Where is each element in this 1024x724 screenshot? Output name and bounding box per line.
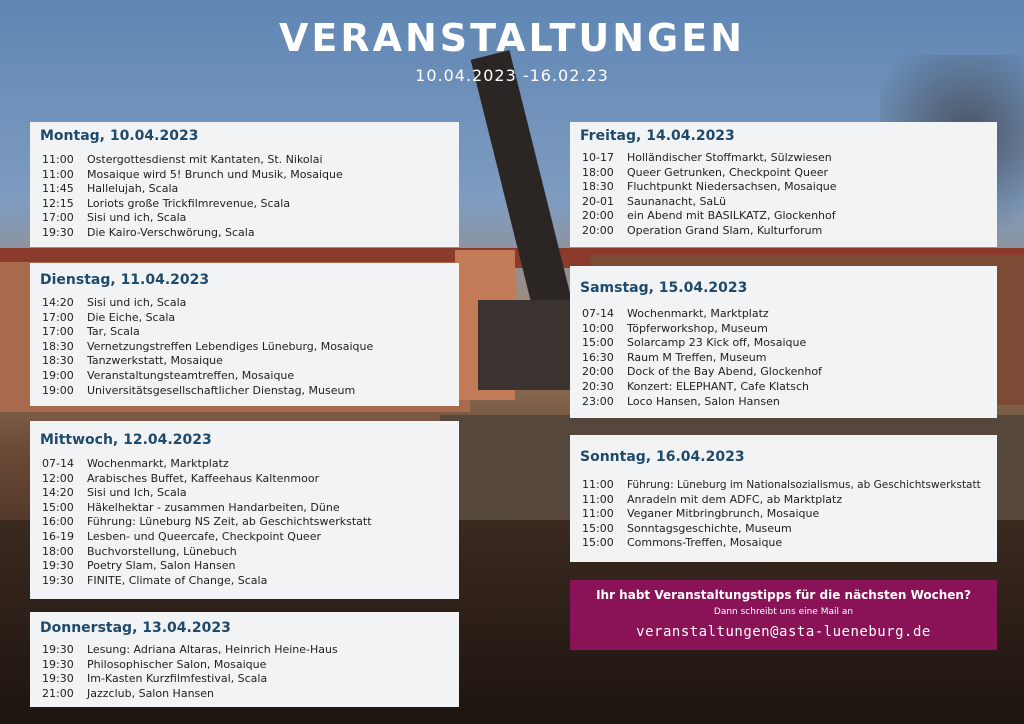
event-time: 07-14: [582, 307, 614, 320]
event-time: 18:00: [42, 544, 74, 558]
event-row: [582, 322, 822, 337]
promo-question: Ihr habt Veranstaltungstipps für die nächsten Wochen?: [596, 588, 971, 602]
event-row: [42, 501, 372, 516]
event-time: 17:00: [42, 310, 74, 324]
event-row: [42, 311, 373, 326]
event-time: 19:00: [42, 383, 74, 397]
event-row: [582, 478, 981, 493]
event-title: Sonntagsgeschichte, Museum: [627, 521, 792, 535]
event-title: ein Abend mit BASILKATZ, Glockenhof: [627, 209, 836, 223]
event-title: Töpferworkshop, Museum: [627, 321, 768, 335]
event-title: Hallelujah, Scala: [87, 182, 179, 196]
event-time: 18:30: [42, 354, 74, 368]
event-row: [582, 151, 837, 166]
event-row: [42, 658, 338, 673]
day-heading: Mittwoch, 12.04.2023: [40, 432, 212, 448]
event-time: 20:30: [582, 379, 614, 393]
event-time: 21:00: [42, 686, 74, 700]
event-row: [582, 224, 837, 239]
event-row: [42, 672, 338, 687]
event-row: [42, 515, 372, 530]
day-card-thursday: [30, 612, 459, 707]
event-time: 14:20: [42, 486, 74, 500]
event-time: 16-19: [42, 529, 74, 543]
event-row: [42, 325, 373, 340]
background-crane-house: [478, 300, 578, 390]
event-row: [42, 559, 372, 574]
event-title: Veranstaltungsteamtreffen, Mosaique: [87, 368, 295, 382]
event-time: 19:30: [42, 657, 74, 671]
day-heading: Samstag, 15.04.2023: [580, 280, 748, 296]
day-heading: Sonntag, 16.04.2023: [580, 449, 745, 465]
event-time: 20-01: [582, 194, 614, 208]
event-row: [42, 486, 372, 501]
event-list: [582, 151, 837, 239]
day-card-monday: [30, 122, 459, 247]
event-row: [582, 209, 837, 224]
event-time: 16:00: [42, 515, 74, 529]
event-time: 11:00: [582, 492, 614, 506]
day-heading: Freitag, 14.04.2023: [580, 128, 735, 144]
event-time: 11:00: [42, 167, 74, 181]
event-time: 11:00: [582, 478, 614, 491]
event-time: 15:00: [582, 521, 614, 535]
event-title: Mosaique wird 5! Brunch und Musik, Mosaique: [87, 167, 343, 181]
event-time: 17:00: [42, 325, 74, 339]
event-time: 18:00: [582, 165, 614, 179]
event-title: Führung: Lüneburg im Nationalsozialismus, ab Geschichtswerkstatt: [627, 479, 981, 491]
event-row: [42, 168, 343, 183]
event-row: [42, 457, 372, 472]
event-title: Vernetzungstreffen Lebendiges Lüneburg, Mosaique: [87, 339, 374, 353]
event-title: Tar, Scala: [87, 325, 140, 339]
day-heading: Montag, 10.04.2023: [40, 128, 199, 144]
event-title: Lesben- und Queercafe, Checkpoint Queer: [87, 529, 321, 543]
event-list: [42, 643, 338, 701]
event-time: 17:00: [42, 211, 74, 225]
event-title: Raum M Treffen, Museum: [627, 350, 767, 364]
event-list: [42, 153, 343, 241]
promo-subline: Dann schreibt uns eine Mail an: [713, 607, 854, 617]
event-title: Häkelhektar - zusammen Handarbeiten, Düne: [87, 500, 340, 514]
submit-tips-box: [570, 580, 997, 650]
event-row: [582, 507, 981, 522]
event-row: [582, 395, 822, 410]
event-row: [582, 351, 822, 366]
event-title: Arabisches Buffet, Kaffeehaus Kaltenmoor: [87, 471, 320, 485]
event-row: [582, 365, 822, 380]
event-time: 18:30: [582, 180, 614, 194]
event-row: [42, 384, 373, 399]
event-title: Sisi und ich, Scala: [87, 211, 187, 225]
event-time: 10-17: [582, 151, 614, 164]
event-title: Philosophischer Salon, Mosaique: [87, 657, 267, 671]
event-title: Saunanacht, SaLü: [627, 194, 727, 208]
event-time: 15:00: [42, 500, 74, 514]
event-time: 19:30: [42, 643, 74, 656]
event-row: [582, 522, 981, 537]
event-title: Tanzwerkstatt, Mosaique: [87, 354, 223, 368]
event-title: Loco Hansen, Salon Hansen: [627, 394, 780, 408]
event-title: Universitätsgesellschaftlicher Dienstag, Museum: [87, 383, 356, 397]
event-title: Ostergottesdienst mit Kantaten, St. Nikolai: [87, 153, 323, 166]
page-title: VERANSTALTUNGEN: [278, 16, 746, 60]
event-time: 12:00: [42, 471, 74, 485]
event-title: Wochenmarkt, Marktplatz: [87, 457, 229, 470]
event-row: [42, 687, 338, 702]
event-time: 16:30: [582, 350, 614, 364]
event-title: Sisi und ich, Scala: [87, 296, 187, 309]
event-row: [582, 195, 837, 210]
event-row: [42, 296, 373, 311]
event-title: Konzert: ELEPHANT, Cafe Klatsch: [627, 379, 809, 393]
event-title: Veganer Mitbringbrunch, Mosaique: [627, 507, 820, 521]
event-title: Holländischer Stoffmarkt, Sülzwiesen: [627, 151, 832, 164]
event-row: [582, 336, 822, 351]
event-row: [42, 545, 372, 560]
event-title: FINITE, Climate of Change, Scala: [87, 573, 268, 587]
event-time: 07-14: [42, 457, 74, 470]
event-title: Jazzclub, Salon Hansen: [87, 686, 215, 700]
event-title: Solarcamp 23 Kick off, Mosaique: [627, 336, 807, 350]
event-title: Dock of the Bay Abend, Glockenhof: [627, 365, 822, 379]
event-row: [42, 530, 372, 545]
event-time: 11:45: [42, 182, 74, 196]
event-time: 20:00: [582, 209, 614, 223]
event-title: Queer Getrunken, Checkpoint Queer: [627, 165, 829, 179]
event-list: [582, 478, 981, 551]
date-range: 10.04.2023 -16.02.23: [415, 66, 609, 85]
event-time: 19:30: [42, 225, 74, 239]
event-row: [42, 472, 372, 487]
day-card-sunday: [570, 435, 997, 562]
event-row: [42, 153, 343, 168]
event-title: Fluchtpunkt Niedersachsen, Mosaique: [627, 180, 837, 194]
event-time: 19:30: [42, 559, 74, 573]
day-card-tuesday: [30, 263, 459, 406]
event-title: Buchvorstellung, Lünebuch: [87, 544, 237, 558]
event-list: [42, 457, 372, 588]
event-title: Die Eiche, Scala: [87, 310, 176, 324]
event-title: Operation Grand Slam, Kulturforum: [627, 223, 823, 237]
event-title: Anradeln mit dem ADFC, ab Marktplatz: [627, 492, 843, 506]
contact-email-link[interactable]: veranstaltungen@asta-lueneburg.de: [636, 624, 931, 640]
event-time: 19:30: [42, 573, 74, 587]
event-title: Wochenmarkt, Marktplatz: [627, 307, 769, 320]
event-list: [582, 307, 822, 409]
event-time: 20:00: [582, 223, 614, 237]
event-row: [42, 643, 338, 658]
event-title: Lesung: Adriana Altaras, Heinrich Heine-Haus: [87, 643, 338, 656]
event-title: Sisi und Ich, Scala: [87, 486, 187, 500]
event-time: 15:00: [582, 536, 614, 550]
event-row: [42, 340, 373, 355]
event-title: Im-Kasten Kurzfilmfestival, Scala: [87, 672, 268, 686]
event-title: Führung: Lüneburg NS Zeit, ab Geschichtswerkstatt: [87, 515, 372, 529]
day-card-saturday: [570, 266, 997, 418]
event-time: 20:00: [582, 365, 614, 379]
event-row: [582, 180, 837, 195]
event-title: Poetry Slam, Salon Hansen: [87, 559, 236, 573]
event-row: [582, 380, 822, 395]
event-list: [42, 296, 373, 398]
event-title: Commons-Treffen, Mosaique: [627, 536, 783, 550]
event-time: 19:30: [42, 672, 74, 686]
event-time: 18:30: [42, 339, 74, 353]
event-time: 10:00: [582, 321, 614, 335]
event-time: 23:00: [582, 394, 614, 408]
day-heading: Dienstag, 11.04.2023: [40, 272, 210, 288]
event-time: 14:20: [42, 296, 74, 309]
event-time: 15:00: [582, 336, 614, 350]
event-row: [42, 354, 373, 369]
event-time: 11:00: [42, 153, 74, 166]
day-card-wednesday: [30, 421, 459, 599]
day-card-friday: [570, 122, 997, 247]
event-row: [42, 197, 343, 212]
event-title: Loriots große Trickfilmrevenue, Scala: [87, 196, 291, 210]
event-title: Die Kairo-Verschwörung, Scala: [87, 225, 255, 239]
day-heading: Donnerstag, 13.04.2023: [40, 620, 231, 636]
event-time: 19:00: [42, 368, 74, 382]
event-row: [42, 211, 343, 226]
event-row: [582, 166, 837, 181]
event-row: [582, 493, 981, 508]
event-row: [582, 536, 981, 551]
event-time: 11:00: [582, 507, 614, 521]
event-row: [42, 369, 373, 384]
event-row: [42, 226, 343, 241]
event-row: [582, 307, 822, 322]
event-row: [42, 574, 372, 589]
event-row: [42, 182, 343, 197]
event-time: 12:15: [42, 196, 74, 210]
